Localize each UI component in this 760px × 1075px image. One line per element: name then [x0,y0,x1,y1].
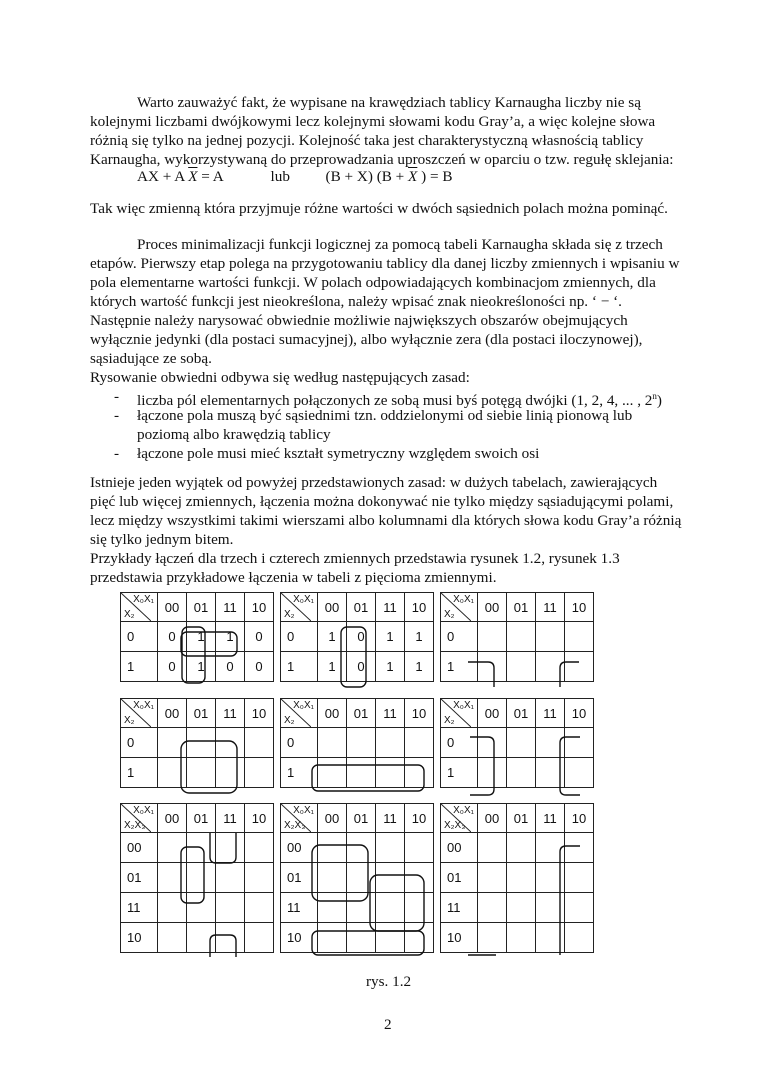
kmap-cell [347,728,376,758]
kmap-cell [536,923,565,953]
kmap-row-header: 11 [281,893,318,923]
kmap-cell: 1 [187,652,216,682]
kmap-row-header: 01 [281,863,318,893]
kmap-cell [187,923,216,953]
kmap-cell [536,728,565,758]
kmap-row-header: 10 [121,923,158,953]
kmap-2 [280,592,434,682]
kmap-cell [478,923,507,953]
kmap-cell: 0 [216,652,245,682]
kmap-cell [187,728,216,758]
kmap-top-var-label: X₀X₁ [293,805,314,816]
kmap-corner-header [121,699,158,728]
kmap-cell [187,893,216,923]
kmap-cell [507,923,536,953]
kmap-cell [478,863,507,893]
kmap-col-header: 11 [216,593,245,622]
kmap-cell [187,863,216,893]
kmap-cell [347,923,376,953]
kmap-cell [216,923,245,953]
kmap-cell [536,622,565,652]
kmap-col-header: 11 [536,593,565,622]
kmap-cell [507,758,536,788]
kmap-row-header: 10 [441,923,478,953]
kmap-cell [565,622,594,652]
kmap-corner-header [281,699,318,728]
kmap-cell: 0 [245,622,274,652]
kmap-cell [376,728,405,758]
kmap-cell: 0 [245,652,274,682]
kmap-left-var-label: X₂ [444,609,455,620]
kmap-col-header: 01 [347,804,376,833]
para4-line5: Przykłady łączeń dla trzech i czterech zmiennych przedstawia rysunek 1.2, rysunek 1.3 [90,550,620,567]
kmap-cell [376,863,405,893]
kmap-top-var-label: X₀X₁ [453,594,474,605]
kmap-col-header: 10 [405,804,434,833]
para3-line3: pola elementarne wartości funkcji. W polach odpowiadających kombinacjom zmiennych, dla [90,274,656,291]
kmap-col-header: 10 [405,699,434,728]
kmap-cell [158,923,187,953]
kmap-cell [565,652,594,682]
kmap-col-header: 00 [318,699,347,728]
kmap-row-header: 1 [281,652,318,682]
kmap-cell [245,863,274,893]
kmap-cell [565,863,594,893]
formula-left-a: AX + A [137,168,185,185]
kmap-corner-header [281,593,318,622]
kmap-cell [245,833,274,863]
kmap-cell [478,758,507,788]
kmap-row-header: 1 [441,758,478,788]
formula-xbar-1: $\overline{X}$ [188,168,198,185]
formula-right-b: ) = B [421,168,453,185]
kmap-left-var-label: X₂ [124,715,135,726]
kmap-row-header: 0 [441,728,478,758]
kmap-cell [245,728,274,758]
para2: Tak więc zmienną która przyjmuje różne wartości w dwóch sąsiednich polach można pominąć. [90,200,668,217]
kmap-col-header: 01 [347,593,376,622]
kmap-col-header: 11 [216,699,245,728]
kmap-cell [478,622,507,652]
kmap-cell: 1 [187,622,216,652]
kmap-corner-header [121,593,158,622]
kmap-cell [376,893,405,923]
kmap-corner-header [441,804,478,833]
para1-line4: Karnaugha, wykorzystywaną do przeprowadzania uproszczeń w oparciu o tzw. regułę sklejania: [90,151,674,168]
kmap-cell [536,863,565,893]
kmap-cell [318,893,347,923]
kmap-cell [405,728,434,758]
rule1-tail: ) [656,392,662,410]
kmap-cell: 0 [158,652,187,682]
kmap-corner-header [281,804,318,833]
kmap-7 [120,803,274,953]
kmap-top-var-label: X₀X₁ [453,805,474,816]
kmap-cell: 1 [216,622,245,652]
kmap-left-var-label: X₂X₃ [284,820,306,831]
kmap-cell [216,758,245,788]
kmap-cell [376,833,405,863]
kmap-col-header: 01 [187,593,216,622]
kmap-col-header: 11 [376,699,405,728]
kmap-cell: 1 [405,652,434,682]
kmap-cell [187,833,216,863]
kmap-cell [347,758,376,788]
kmap-cell [565,758,594,788]
kmap-cell [507,893,536,923]
para3-line6: wyłącznie jedynki (dla postaci sumacyjnej), albo wyłącznie zera (dla postaci iloczynowej), [90,331,643,348]
kmap-col-header: 10 [245,593,274,622]
para1-line2: kolejnymi liczbami dwójkowymi lecz kolejnymi słowami kodu Gray’a, a więc kolejne słowa [90,113,656,130]
kmap-col-header: 00 [318,593,347,622]
formula-right-a: (B + X) (B + [325,168,405,185]
kmap-cell [318,833,347,863]
kmap-cell [245,758,274,788]
formula [137,167,452,186]
kmap-top-var-label: X₀X₁ [293,594,314,605]
kmap-col-header: 00 [478,593,507,622]
kmap-cell [245,893,274,923]
kmap-col-header: 10 [565,593,594,622]
para3-line8: Rysowanie obwiedni odbywa się według następujących zasad: [90,369,470,386]
kmap-cell [565,728,594,758]
rule1-main: liczba pól elementarnych połączonych ze sobą musi byś potęgą dwójki (1, 2, 4, ... , 2 [137,392,653,410]
para3-line2: etapów. Pierwszy etap polega na przygotowaniu tablicy dla danej liczby zmiennych i wpisaniu w [90,255,680,272]
kmap-row-header: 0 [121,728,158,758]
para3-line7: sąsiadujące ze sobą. [90,350,212,367]
kmap-3 [440,592,594,682]
kmap-cell [158,893,187,923]
formula-lub: lub [270,168,290,185]
para3-line5: Następnie należy narysować obwiednie możliwie największych obszarów obejmujących [90,312,628,329]
kmap-col-header: 11 [216,804,245,833]
kmap-cell [318,923,347,953]
kmap-top-var-label: X₀X₁ [133,700,154,711]
kmap-cell [405,893,434,923]
kmap-col-header: 10 [565,699,594,728]
para1-line1: Warto zauważyć fakt, że wypisane na krawędziach tablicy Karnaugha liczby nie są [137,94,641,111]
para4-line4: się tylko jednym bitem. [90,531,234,548]
kmap-top-var-label: X₀X₁ [293,700,314,711]
kmap-cell [536,833,565,863]
kmap-left-var-label: X₂ [284,609,295,620]
kmap-cell [245,923,274,953]
kmap-col-header: 10 [565,804,594,833]
para1-line3: różnią się tylko na jednej pozycji. Kolejność taka jest charakterystyczną własnością tablicy [90,132,644,149]
kmap-cell [478,893,507,923]
kmap-row-header: 11 [121,893,158,923]
kmap-corner-header [441,593,478,622]
kmap-cell: 0 [347,622,376,652]
figure-caption: rys. 1.2 [366,973,412,990]
kmap-row-header: 1 [281,758,318,788]
kmap-col-header: 00 [478,699,507,728]
kmap-col-header: 00 [318,804,347,833]
kmap-col-header: 00 [158,699,187,728]
kmap-4 [120,698,274,788]
kmap-cell [565,893,594,923]
kmap-cell [507,728,536,758]
kmap-cell [347,833,376,863]
kmap-1 [120,592,274,682]
rule2-bullet: - [114,407,120,424]
kmap-cell [405,923,434,953]
kmap-left-var-label: X₂X₃ [444,820,466,831]
kmap-col-header: 01 [507,804,536,833]
kmap-cell [478,652,507,682]
kmap-cell: 1 [376,652,405,682]
kmap-cell: 0 [158,622,187,652]
kmap-top-var-label: X₀X₁ [133,594,154,605]
kmap-col-header: 01 [507,699,536,728]
rule2-text: łączone pola muszą być sąsiednimi tzn. oddzielonymi od siebie linią pionową lub [137,407,633,424]
kmap-row-header: 00 [121,833,158,863]
kmap-cell [565,923,594,953]
kmap-left-var-label: X₂ [284,715,295,726]
kmap-cell [318,758,347,788]
kmap-col-header: 10 [245,699,274,728]
kmap-cell [216,833,245,863]
rule1-bullet: - [114,388,120,405]
kmap-col-header: 11 [536,804,565,833]
kmap-col-header: 00 [478,804,507,833]
kmap-cell [478,728,507,758]
kmap-row-header: 10 [281,923,318,953]
kmap-cell: 1 [318,622,347,652]
kmap-col-header: 01 [187,804,216,833]
kmap-cell [158,833,187,863]
para4-line1: Istnieje jeden wyjątek od powyżej przedstawionych zasad: w dużych tabelach, zawierających [90,474,658,491]
rule2-cont: poziomą albo krawędzią tablicy [137,426,331,443]
kmap-cell: 1 [405,622,434,652]
kmap-corner-header [441,699,478,728]
kmap-cell [536,652,565,682]
kmap-cell [536,893,565,923]
kmap-cell [405,833,434,863]
kmap-cell [216,728,245,758]
kmap-cell [318,728,347,758]
kmap-left-var-label: X₂X₃ [124,820,146,831]
kmap-row-header: 00 [281,833,318,863]
kmap-corner-header [121,804,158,833]
kmap-left-var-label: X₂ [444,715,455,726]
formula-left-b: = A [201,168,223,185]
kmap-col-header: 11 [376,804,405,833]
kmap-cell [158,728,187,758]
kmap-8 [280,803,434,953]
kmap-cell [507,833,536,863]
kmap-cell [158,758,187,788]
kmap-top-var-label: X₀X₁ [133,805,154,816]
kmap-row-header: 0 [281,622,318,652]
kmap-cell [347,893,376,923]
kmap-col-header: 10 [405,593,434,622]
rule3-bullet: - [114,445,120,462]
kmap-col-header: 01 [187,699,216,728]
kmap-row-header: 01 [121,863,158,893]
kmap-row-header: 00 [441,833,478,863]
kmap-row-header: 0 [121,622,158,652]
kmap-cell [478,833,507,863]
kmap-cell [376,923,405,953]
kmap-cell [216,863,245,893]
kmap-cell [507,863,536,893]
kmap-cell [565,833,594,863]
kmap-cell [507,622,536,652]
kmap-cell: 1 [376,622,405,652]
kmap-col-header: 11 [376,593,405,622]
para4-line2: pięć lub więcej zmiennych, łączenia można dokonywać nie tylko między sąsiadującymi polami, [90,493,674,510]
kmap-col-header: 00 [158,804,187,833]
rule3-text: łączone pole musi mieć kształt symetryczny względem swoich osi [137,445,540,462]
kmap-cell [347,863,376,893]
kmap-col-header: 11 [536,699,565,728]
kmap-6 [440,698,594,788]
kmap-row-header: 1 [121,758,158,788]
kmap-cell [158,863,187,893]
kmap-cell [405,863,434,893]
kmap-cell: 1 [318,652,347,682]
kmap-cell: 0 [347,652,376,682]
kmap-col-header: 01 [347,699,376,728]
kmap-row-header: 1 [441,652,478,682]
kmap-row-header: 0 [441,622,478,652]
kmap-top-var-label: X₀X₁ [453,700,474,711]
page-number: 2 [384,1016,392,1033]
kmap-cell [536,758,565,788]
kmap-cell [507,652,536,682]
kmap-left-var-label: X₂ [124,609,135,620]
kmap-row-header: 11 [441,893,478,923]
para4-line3: lecz między wszystkimi takimi wierszami albo kolumnami dla których słowa kodu Gray’a różnią [90,512,682,529]
rule1-sup: n [652,391,657,401]
kmap-cell [376,758,405,788]
para4-line6: przedstawia przykładowe łączenia w tabeli z pięcioma zmiennymi. [90,569,497,586]
kmap-col-header: 01 [507,593,536,622]
kmap-row-header: 0 [281,728,318,758]
kmap-row-header: 1 [121,652,158,682]
kmap-col-header: 00 [158,593,187,622]
kmap-cell [187,758,216,788]
kmap-9 [440,803,594,953]
para3-line1: Proces minimalizacji funkcji logicznej za pomocą tabeli Karnaugha składa się z trzech [137,236,663,253]
kmap-cell [216,893,245,923]
kmap-5 [280,698,434,788]
formula-xbar-2: $\overline{X}$ [408,168,418,185]
kmap-cell [405,758,434,788]
kmap-col-header: 10 [245,804,274,833]
kmap-cell [318,863,347,893]
kmap-row-header: 01 [441,863,478,893]
para3-line4: których wartość funkcji jest nieokreślona, należy wpisać znak nieokreśloności np. ‘ − ‘. [90,293,622,310]
